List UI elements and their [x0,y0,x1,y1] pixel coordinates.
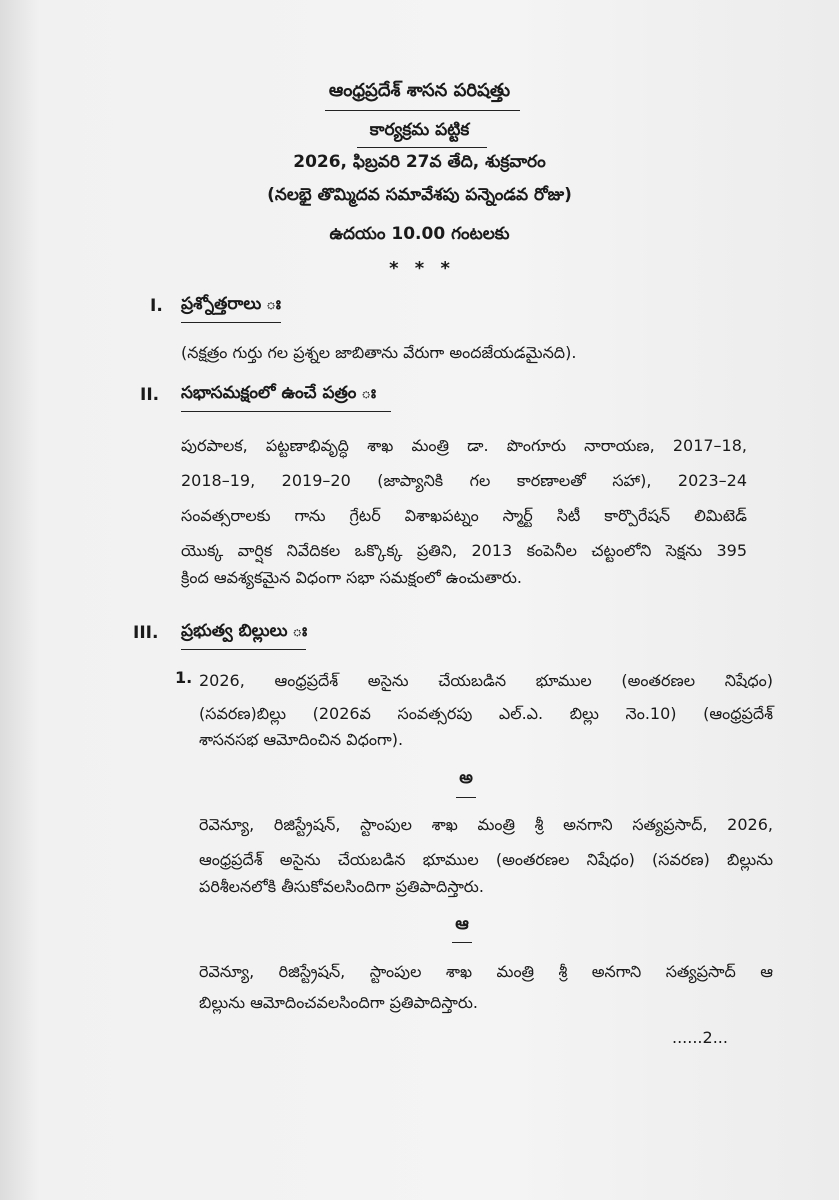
bill-item-line-1: 2026, ఆంధ్రప్రదేశ్ అసైను చేయబడిన భూముల (అంతరణల నిషేధం) [199,671,773,690]
sub-marker-aa-underline [452,942,472,943]
agenda-title-underline [357,147,487,148]
section-3-title: ప్రభుత్వ బిల్లులు ః [181,621,308,641]
section-2-numeral: II. [140,385,160,405]
section-3-title-underline [181,649,306,650]
section-1-numeral: I. [150,296,163,316]
bill-item-line-3: శాసనసభ ఆమోదించిన విధంగా). [199,730,404,749]
sub-marker-a-underline [456,797,476,798]
agenda-date: 2026, ఫిబ్రవరి 27వ తేది, శుక్రవారం [293,152,546,172]
section-2-line-5: క్రింద ఆవశ్యకమైన విధంగా సభా సమక్షంలో ఉంచుతారు. [181,568,522,587]
sub-marker-aa: ఆ [455,914,469,934]
sub-aa-line-2: బిల్లును ఆమోదించవలసిందిగా ప్రతిపాదిస్తారు. [199,993,478,1012]
section-1-title-underline [181,322,281,323]
sub-aa-text [199,954,773,990]
section-2-title: సభాసమక్షంలో ఉంచే పత్రం ః [181,383,377,403]
sitting-time: ఉదయం 10.00 గంటలకు [329,224,510,244]
section-2-line-2: 2018–19, 2019–20 (జాప్యానికి గల కారణాలతో సహా), 2023–24 [181,471,747,490]
page-continuation-marker: ......2... [672,1028,728,1047]
section-2-line-1: పురపాలక, పట్టణాభివృద్ధి శాఖ మంత్రి డా. పొంగూరు నారాయణ, 2017–18, [181,436,747,455]
bill-item-text [199,664,773,730]
sub-aa-line-1: రెవెన్యూ, రిజిస్ట్రేషన్, స్టాంపుల శాఖ మంత్రి శ్రీ అనగాని సత్యప్రసాద్ ఆ [199,962,773,981]
section-2-paragraph [181,428,747,568]
council-title-underline [325,110,520,111]
sub-a-line-3: పరిశీలనలోకి తీసుకోవలసిందిగా ప్రతిపాదిస్తారు. [199,877,484,896]
bill-item-line-2: (సవరణ)బిల్లు (2026వ సంవత్సరపు ఎల్.ఎ. బిల్లు నెం.10) (ఆంధ్రప్రదేశ్ [199,704,773,723]
sub-a-line-1: రెవెన్యూ, రిజిస్ట్రేషన్, స్టాంపుల శాఖ మంత్రి శ్రీ అనగాని సత్యప్రసాద్, 2026, [199,815,773,834]
sub-marker-a: అ [459,768,473,788]
sub-a-line-2: ఆంధ్రప్రదేశ్ అసైను చేయబడిన భూముల (అంతరణల నిషేధం) (సవరణ) బిల్లును [199,850,773,869]
section-2-line-4: యొక్క వార్షిక నివేదికల ఒక్కొక్క ప్రతిని, 2013 కంపెనీల చట్టంలోని సెక్షను 395 [181,541,747,560]
separator-stars: * * * [389,258,450,279]
section-3-numeral: III. [133,623,159,643]
section-1-title: ప్రశ్నోత్తరాలు ః [181,294,281,314]
agenda-title: కార్యక్రమ పట్టిక [369,120,470,140]
section-2-title-underline [181,411,391,412]
bill-item-number: 1. [175,668,193,687]
section-1-body: (నక్షత్రం గుర్తు గల ప్రశ్నల జాబితాను వేరుగా అందజేయడమైనది). [181,343,577,362]
session-day: (నలభై తొమ్మిదవ సమావేశపు పన్నెండవ రోజు) [267,185,572,205]
section-2-line-3: సంవత్సరాలకు గాను గ్రేటర్ విశాఖపట్నం స్మార్ట్ సిటీ కార్పొరేషన్ లిమిటెడ్ [181,506,747,525]
sub-a-text [199,807,773,877]
council-title: ఆంధ్రప్రదేశ్ శాసన పరిషత్తు [328,80,511,101]
